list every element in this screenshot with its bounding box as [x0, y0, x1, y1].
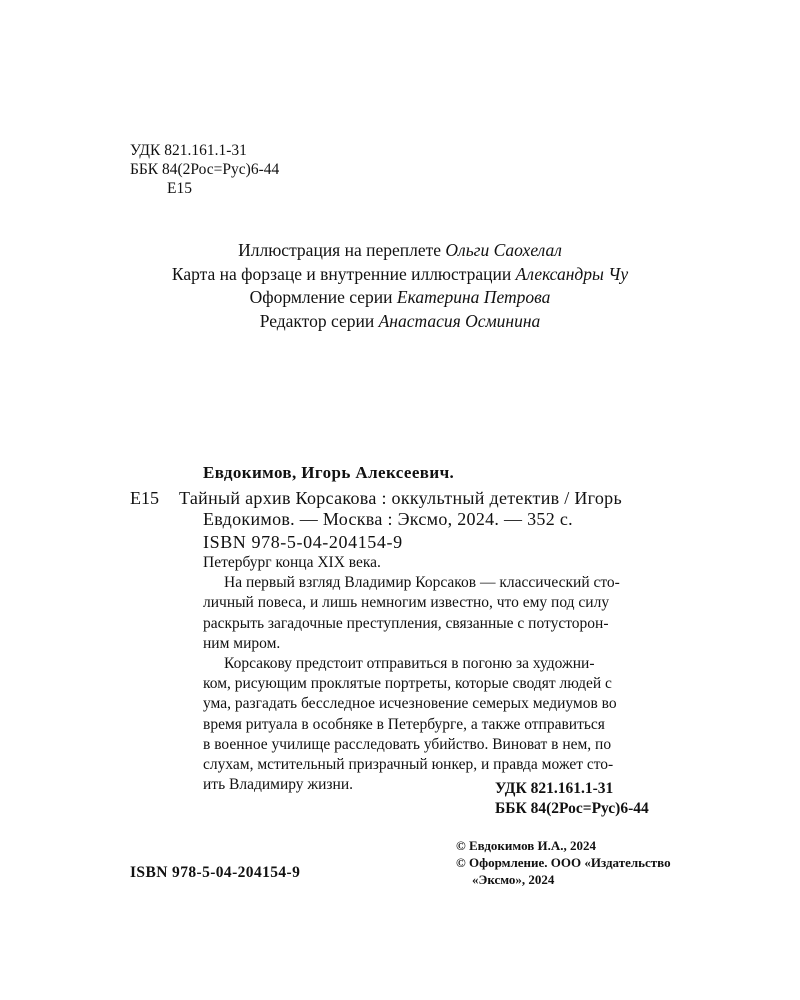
credit-label: Редактор серии	[259, 310, 379, 331]
udk-code: УДК 821.161.1-31	[130, 142, 247, 159]
entry-title-line-2: Евдокимов. — Москва : Эксмо, 2024. — 352 с.	[203, 509, 573, 529]
bbk-code: ББК 84(2Рос=Рус)6-44	[130, 161, 280, 178]
classification-bottom	[495, 779, 649, 819]
credits-block	[0, 239, 800, 333]
annotation-line: ним миром.	[203, 634, 281, 652]
annotation-line: время ритуала в особняке в Петербурге, а также отправиться	[203, 715, 605, 733]
credit-line	[0, 286, 800, 310]
author-mark: Е15	[167, 180, 192, 197]
copyright-author: © Евдокимов И.А., 2024	[456, 838, 597, 853]
annotation-line: раскрыть загадочные преступления, связанные с потусторон-	[203, 614, 609, 632]
credit-label: Карта на форзаце и внутренние иллюстрации	[171, 263, 516, 284]
copyright-block	[456, 837, 671, 888]
annotation-line: ком, рисующим проклятые портреты, которые сводят людей с	[203, 675, 612, 693]
credit-line	[0, 239, 800, 263]
credit-name: Александры Чу	[515, 263, 629, 284]
annotation-line: личный повеса, и лишь немногим известно, что ему под силу	[203, 594, 610, 612]
annotation-line: в военное училище расследовать убийство. Виноват в нем, по	[203, 735, 612, 753]
credit-line	[0, 263, 800, 287]
annotation-line: Корсакову предстоит отправиться в погоню за художни-	[224, 655, 595, 673]
annotation-line: ума, разгадать бесследное исчезновение семерых медиумов во	[203, 695, 617, 713]
annotation-line: ить Владимиру жизни.	[203, 776, 354, 794]
entry-title-line-1: Тайный архив Корсакова : оккультный детектив / Игорь	[179, 488, 622, 508]
entry-isbn: ISBN 978-5-04-204154-9	[203, 532, 403, 552]
credit-name: Ольги Саохелал	[445, 240, 562, 260]
copyright-design: © Оформление. ООО «Издательство	[456, 855, 671, 870]
annotation-line: На первый взгляд Владимир Корсаков — классический сто-	[224, 574, 620, 592]
annotation	[203, 553, 718, 795]
credit-label: Иллюстрация на переплете	[238, 240, 446, 260]
entry-author: Евдокимов, Игорь Алексеевич.	[203, 463, 455, 482]
credit-name: Анастасия Осминина	[378, 310, 541, 331]
credit-name: Екатерина Петрова	[396, 287, 551, 307]
bbk-code-bottom: ББК 84(2Рос=Рус)6-44	[495, 800, 649, 817]
entry-code: Е15	[130, 488, 159, 508]
credit-line	[0, 310, 800, 334]
classification-top	[130, 141, 279, 198]
isbn-bottom: ISBN 978-5-04-204154-9	[130, 864, 301, 881]
annotation-line: слухам, мстительный призрачный юнкер, и правда может сто-	[203, 756, 614, 774]
udk-code-bottom: УДК 821.161.1-31	[495, 780, 614, 797]
annotation-line: Петербург конца XIX века.	[203, 554, 381, 571]
credit-label: Оформление серии	[249, 287, 397, 307]
copyright-design-cont: «Эксмо», 2024	[472, 872, 555, 887]
